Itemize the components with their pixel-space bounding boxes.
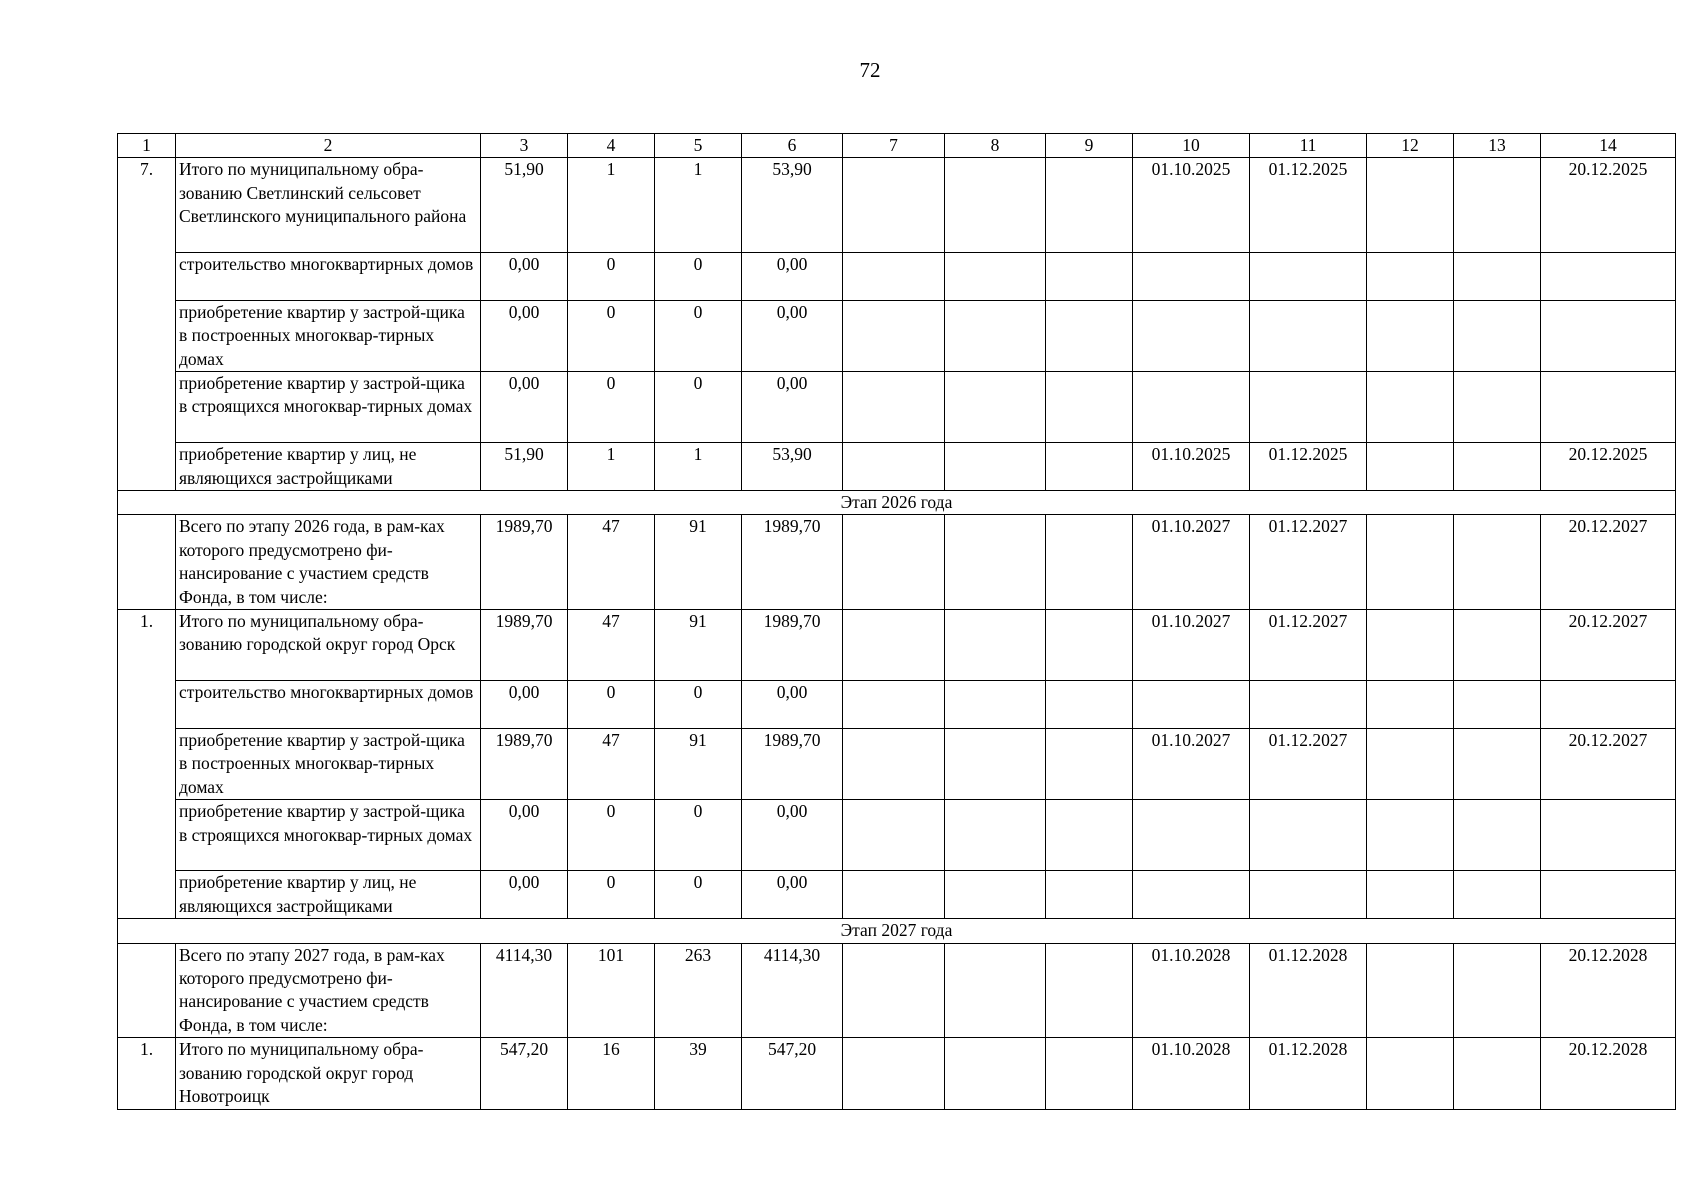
date-cell-14 [1541,300,1676,371]
row-name-cell: приобретение квартир у застрой-щика в строящихся многоквар-тирных домах [176,372,481,443]
value-cell-5: 0 [655,871,742,919]
value-cell-6: 0,00 [742,871,843,919]
date-cell-14 [1541,372,1676,443]
column-header: 2 [176,134,481,158]
column-header: 7 [843,134,945,158]
value-cell-9 [1046,729,1133,800]
value-cell-8 [945,515,1046,610]
value-cell-13 [1454,253,1541,301]
table-row [118,871,1676,919]
row-name-cell: Итого по муниципальному обра-зованию городской округ город Новотроицк [176,1038,481,1109]
value-cell-8 [945,158,1046,253]
value-cell-8 [945,1038,1046,1109]
value-cell-4: 47 [568,515,655,610]
stage-label: Этап 2026 года [118,491,1676,515]
value-cell-4: 0 [568,681,655,729]
value-cell-8 [945,681,1046,729]
resettlement-program-table [117,133,1676,1110]
date-cell-14 [1541,800,1676,871]
row-name-cell: приобретение квартир у лиц, не являющихся застройщиками [176,871,481,919]
value-cell-7 [843,871,945,919]
date-cell-11: 01.12.2028 [1250,1038,1367,1109]
value-cell-7 [843,253,945,301]
value-cell-7 [843,372,945,443]
date-cell-10 [1133,871,1250,919]
value-cell-9 [1046,300,1133,371]
date-cell-10: 01.10.2028 [1133,943,1250,1038]
value-cell-6: 1989,70 [742,515,843,610]
value-cell-3: 0,00 [481,253,568,301]
date-cell-14: 20.12.2025 [1541,158,1676,253]
date-cell-10: 01.10.2025 [1133,443,1250,491]
value-cell-9 [1046,800,1133,871]
date-cell-11 [1250,300,1367,371]
row-index-cell [118,800,176,871]
table-row [118,515,1676,610]
value-cell-12 [1367,681,1454,729]
value-cell-7 [843,443,945,491]
date-cell-10 [1133,681,1250,729]
value-cell-12 [1367,253,1454,301]
value-cell-8 [945,372,1046,443]
value-cell-7 [843,681,945,729]
value-cell-4: 47 [568,610,655,681]
date-cell-11: 01.12.2028 [1250,943,1367,1038]
column-header: 6 [742,134,843,158]
date-cell-11 [1250,372,1367,443]
value-cell-3: 1989,70 [481,515,568,610]
value-cell-3: 0,00 [481,800,568,871]
value-cell-13 [1454,158,1541,253]
row-name-cell: строительство многоквартирных домов [176,681,481,729]
table-row [118,729,1676,800]
row-name-cell: приобретение квартир у застрой-щика в построенных многоквар-тирных домах [176,300,481,371]
value-cell-12 [1367,443,1454,491]
value-cell-12 [1367,158,1454,253]
value-cell-5: 0 [655,253,742,301]
stage-label: Этап 2027 года [118,919,1676,943]
value-cell-7 [843,515,945,610]
value-cell-9 [1046,1038,1133,1109]
row-name-cell: Всего по этапу 2026 года, в рам-ках которого предусмотрено фи-нансирование с участием средств Фонда, в том числе: [176,515,481,610]
column-header: 9 [1046,134,1133,158]
value-cell-3: 0,00 [481,871,568,919]
value-cell-9 [1046,253,1133,301]
value-cell-13 [1454,800,1541,871]
stage-header-row [118,919,1676,943]
value-cell-13 [1454,681,1541,729]
row-index-cell: 1. [118,610,176,681]
value-cell-3: 4114,30 [481,943,568,1038]
value-cell-9 [1046,515,1133,610]
row-index-cell [118,729,176,800]
value-cell-3: 0,00 [481,681,568,729]
date-cell-11: 01.12.2027 [1250,610,1367,681]
value-cell-5: 0 [655,800,742,871]
value-cell-7 [843,610,945,681]
date-cell-11: 01.12.2027 [1250,515,1367,610]
value-cell-13 [1454,871,1541,919]
value-cell-12 [1367,610,1454,681]
value-cell-4: 1 [568,158,655,253]
value-cell-13 [1454,443,1541,491]
value-cell-12 [1367,943,1454,1038]
date-cell-14: 20.12.2025 [1541,443,1676,491]
value-cell-12 [1367,515,1454,610]
value-cell-3: 547,20 [481,1038,568,1109]
stage-header-row [118,491,1676,515]
value-cell-9 [1046,158,1133,253]
value-cell-6: 53,90 [742,158,843,253]
value-cell-5: 0 [655,372,742,443]
value-cell-4: 0 [568,253,655,301]
date-cell-14 [1541,871,1676,919]
value-cell-13 [1454,729,1541,800]
value-cell-8 [945,253,1046,301]
value-cell-7 [843,300,945,371]
column-header: 3 [481,134,568,158]
row-name-cell: Итого по муниципальному обра-зованию Светлинский сельсовет Светлинского муниципального района [176,158,481,253]
value-cell-8 [945,800,1046,871]
value-cell-5: 0 [655,681,742,729]
value-cell-6: 0,00 [742,681,843,729]
value-cell-13 [1454,300,1541,371]
value-cell-9 [1046,610,1133,681]
row-index-cell [118,871,176,919]
value-cell-8 [945,729,1046,800]
date-cell-14: 20.12.2027 [1541,729,1676,800]
value-cell-13 [1454,515,1541,610]
date-cell-14: 20.12.2028 [1541,943,1676,1038]
value-cell-6: 547,20 [742,1038,843,1109]
date-cell-10 [1133,300,1250,371]
date-cell-14: 20.12.2027 [1541,515,1676,610]
value-cell-4: 0 [568,300,655,371]
date-cell-10: 01.10.2025 [1133,158,1250,253]
value-cell-3: 0,00 [481,300,568,371]
date-cell-14: 20.12.2027 [1541,610,1676,681]
date-cell-10: 01.10.2027 [1133,515,1250,610]
column-header: 5 [655,134,742,158]
value-cell-9 [1046,943,1133,1038]
value-cell-8 [945,300,1046,371]
value-cell-4: 1 [568,443,655,491]
value-cell-3: 1989,70 [481,610,568,681]
value-cell-4: 0 [568,871,655,919]
value-cell-7 [843,1038,945,1109]
column-header: 11 [1250,134,1367,158]
date-cell-11 [1250,253,1367,301]
value-cell-5: 0 [655,300,742,371]
date-cell-14 [1541,253,1676,301]
table-row [118,943,1676,1038]
value-cell-7 [843,943,945,1038]
table-row [118,253,1676,301]
row-index-cell: 7. [118,158,176,253]
value-cell-12 [1367,372,1454,443]
row-index-cell: 1. [118,1038,176,1109]
table-row [118,300,1676,371]
value-cell-3: 51,90 [481,158,568,253]
date-cell-10 [1133,253,1250,301]
value-cell-5: 263 [655,943,742,1038]
date-cell-11: 01.12.2027 [1250,729,1367,800]
value-cell-4: 16 [568,1038,655,1109]
value-cell-13 [1454,1038,1541,1109]
column-number-header-row [118,134,1676,158]
value-cell-13 [1454,610,1541,681]
value-cell-7 [843,729,945,800]
page-number: 72 [859,58,881,82]
table-row [118,610,1676,681]
value-cell-12 [1367,871,1454,919]
column-header: 13 [1454,134,1541,158]
value-cell-3: 1989,70 [481,729,568,800]
value-cell-8 [945,943,1046,1038]
row-name-cell: Всего по этапу 2027 года, в рам-ках которого предусмотрено фи-нансирование с участием средств Фонда, в том числе: [176,943,481,1038]
value-cell-9 [1046,443,1133,491]
column-header: 4 [568,134,655,158]
value-cell-4: 101 [568,943,655,1038]
value-cell-8 [945,871,1046,919]
date-cell-10: 01.10.2028 [1133,1038,1250,1109]
value-cell-4: 0 [568,372,655,443]
row-index-cell [118,253,176,301]
value-cell-13 [1454,943,1541,1038]
row-index-cell [118,372,176,443]
column-header: 1 [118,134,176,158]
row-index-cell [118,515,176,610]
value-cell-7 [843,158,945,253]
date-cell-11: 01.12.2025 [1250,158,1367,253]
value-cell-5: 91 [655,610,742,681]
value-cell-12 [1367,1038,1454,1109]
row-index-cell [118,443,176,491]
table-row [118,681,1676,729]
value-cell-9 [1046,871,1133,919]
value-cell-13 [1454,372,1541,443]
value-cell-6: 4114,30 [742,943,843,1038]
date-cell-14: 20.12.2028 [1541,1038,1676,1109]
value-cell-6: 1989,70 [742,729,843,800]
value-cell-5: 1 [655,443,742,491]
row-index-cell [118,943,176,1038]
date-cell-10 [1133,800,1250,871]
date-cell-11: 01.12.2025 [1250,443,1367,491]
date-cell-14 [1541,681,1676,729]
value-cell-6: 0,00 [742,253,843,301]
date-cell-11 [1250,800,1367,871]
value-cell-5: 1 [655,158,742,253]
table-row [118,158,1676,253]
table-row [118,800,1676,871]
table-row [118,1038,1676,1109]
value-cell-9 [1046,681,1133,729]
column-header: 12 [1367,134,1454,158]
value-cell-6: 0,00 [742,800,843,871]
date-cell-11 [1250,871,1367,919]
value-cell-5: 39 [655,1038,742,1109]
value-cell-8 [945,443,1046,491]
value-cell-5: 91 [655,729,742,800]
value-cell-4: 0 [568,800,655,871]
row-name-cell: приобретение квартир у лиц, не являющихся застройщиками [176,443,481,491]
value-cell-12 [1367,800,1454,871]
row-name-cell: строительство многоквартирных домов [176,253,481,301]
value-cell-12 [1367,300,1454,371]
column-header: 10 [1133,134,1250,158]
table-row [118,443,1676,491]
row-index-cell [118,300,176,371]
table-body [118,134,1676,1110]
value-cell-6: 0,00 [742,372,843,443]
date-cell-10: 01.10.2027 [1133,610,1250,681]
value-cell-7 [843,800,945,871]
value-cell-3: 51,90 [481,443,568,491]
value-cell-5: 91 [655,515,742,610]
value-cell-3: 0,00 [481,372,568,443]
column-header: 14 [1541,134,1676,158]
value-cell-8 [945,610,1046,681]
value-cell-6: 0,00 [742,300,843,371]
row-name-cell: приобретение квартир у застрой-щика в построенных многоквар-тирных домах [176,729,481,800]
row-name-cell: Итого по муниципальному обра-зованию городской округ город Орск [176,610,481,681]
value-cell-4: 47 [568,729,655,800]
value-cell-12 [1367,729,1454,800]
date-cell-10 [1133,372,1250,443]
value-cell-9 [1046,372,1133,443]
table-row [118,372,1676,443]
value-cell-6: 1989,70 [742,610,843,681]
value-cell-6: 53,90 [742,443,843,491]
date-cell-11 [1250,681,1367,729]
row-name-cell: приобретение квартир у застрой-щика в строящихся многоквар-тирных домах [176,800,481,871]
date-cell-10: 01.10.2027 [1133,729,1250,800]
row-index-cell [118,681,176,729]
column-header: 8 [945,134,1046,158]
